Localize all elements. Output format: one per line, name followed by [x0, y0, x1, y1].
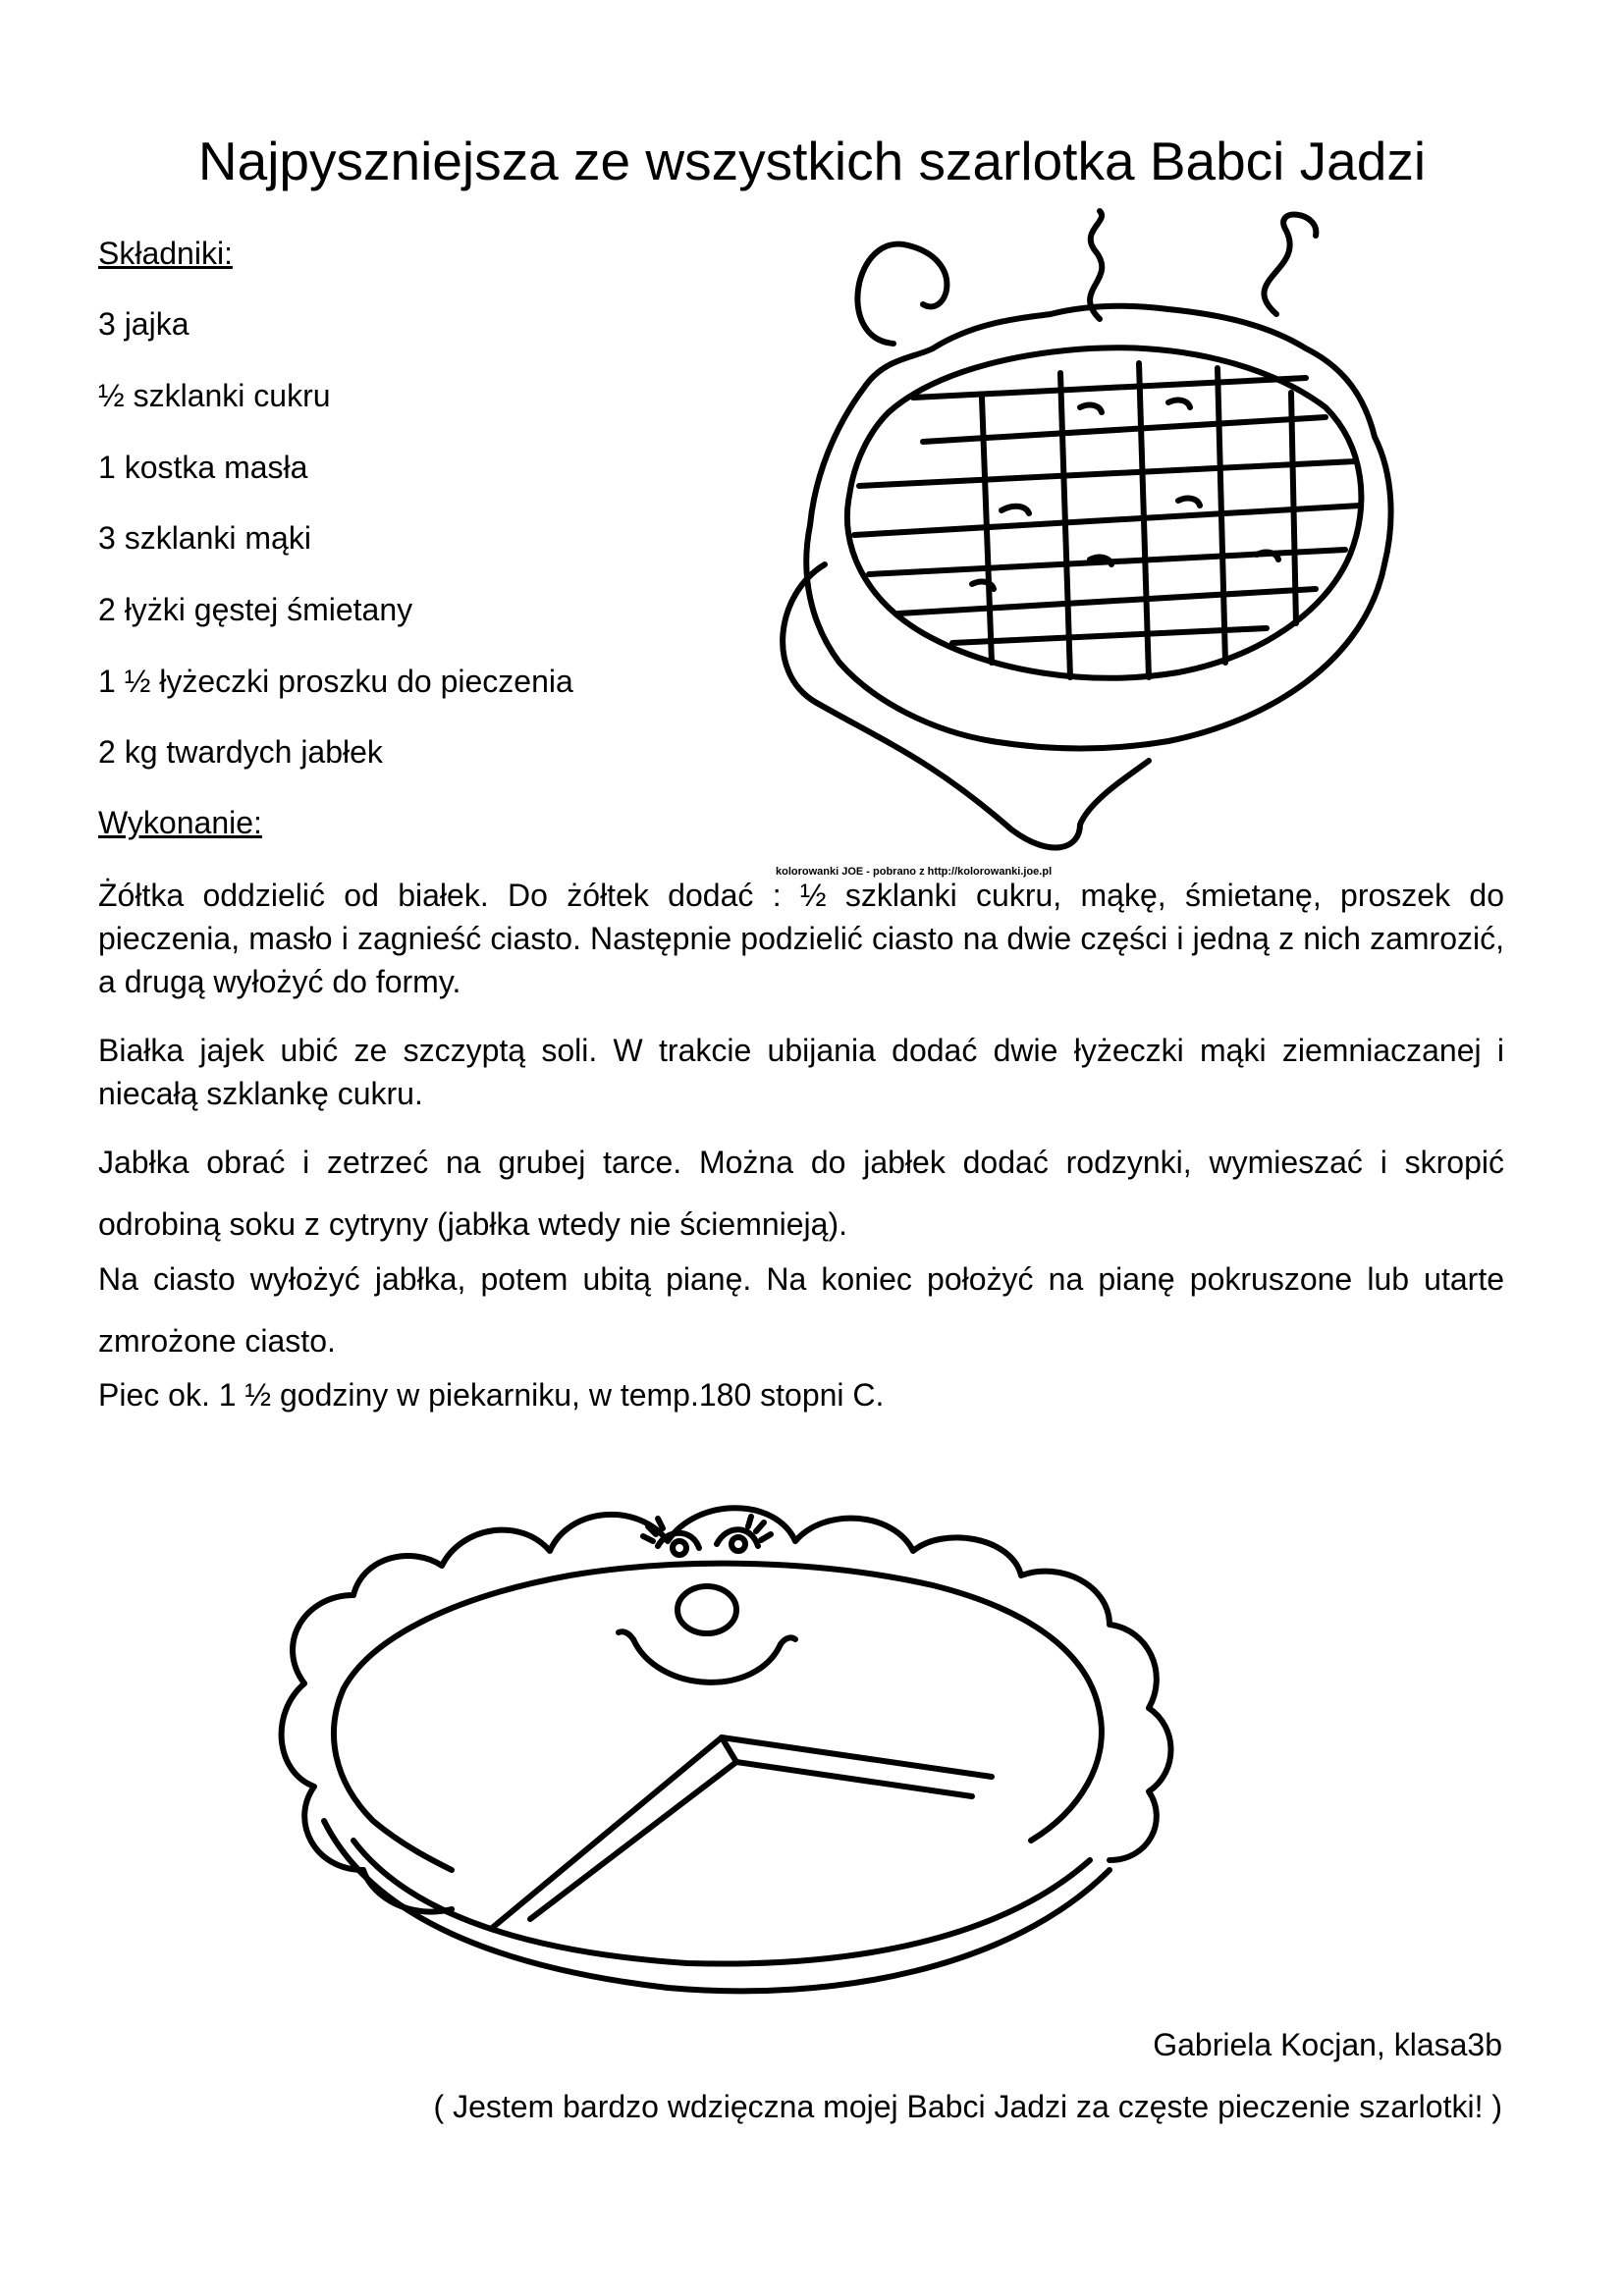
method-line: Jabłka obrać i zetrzeć na grubej tarce. Można do jabłek dodać rodzynki, wymieszać i skropić — [98, 1145, 1504, 1180]
image-credit: kolorowanki JOE - pobrano z http://kolorowanki.joe.pl — [776, 866, 1053, 878]
method-paragraph: Białka jajek ubić ze szczyptą soli. W trakcie ubijania dodać dwie łyżeczki mąki ziemniaczanej i niecałą szklankę cukru. — [98, 1033, 1504, 1111]
smiling-pie-illustration — [245, 1458, 1326, 2007]
method-line: Na ciasto wyłożyć jabłka, potem ubitą pianę. Na koniec położyć na pianę pokruszone lub utarte — [98, 1261, 1504, 1297]
ingredient-item: 1 kostka masła — [98, 450, 308, 485]
ingredient-item: 3 jajka — [98, 306, 189, 342]
author-line: Gabriela Kocjan, klasa3b — [1153, 2027, 1502, 2062]
dedication-line: ( Jestem bardzo wdzięczna mojej Babci Jadzi za częste pieczenie szarlotki! ) — [433, 2089, 1502, 2124]
method-paragraph: Żółtka oddzielić od białek. Do żółtek dodać : ½ szklanki cukru, mąkę, śmietanę, proszek do pieczenia, masło i zagnieść ciasto. Następnie podzielić ciasto na dwie części i jedną z nich zamrozić, a drugą wyłożyć do formy. — [98, 878, 1504, 999]
ingredients-heading: Składniki: — [98, 236, 233, 271]
page-title: Najpyszniejsza ze wszystkich szarlotka Babci Jadzi — [197, 131, 1427, 191]
lattice-pie-illustration — [756, 211, 1424, 859]
ingredient-item: ½ szklanki cukru — [98, 378, 331, 413]
method-line: zmrożone ciasto. — [98, 1323, 336, 1359]
method-line: Piec ok. 1 ½ godziny w piekarniku, w temp.180 stopni C. — [98, 1377, 885, 1413]
ingredient-item: 3 szklanki mąki — [98, 520, 311, 556]
ingredient-item: 1 ½ łyżeczki proszku do pieczenia — [98, 664, 573, 699]
ingredient-item: 2 łyżki gęstej śmietany — [98, 592, 413, 627]
method-heading: Wykonanie: — [98, 805, 262, 840]
ingredient-item: 2 kg twardych jabłek — [98, 734, 383, 770]
method-line: odrobiną soku z cytryny (jabłka wtedy nie ściemnieją). — [98, 1206, 847, 1242]
